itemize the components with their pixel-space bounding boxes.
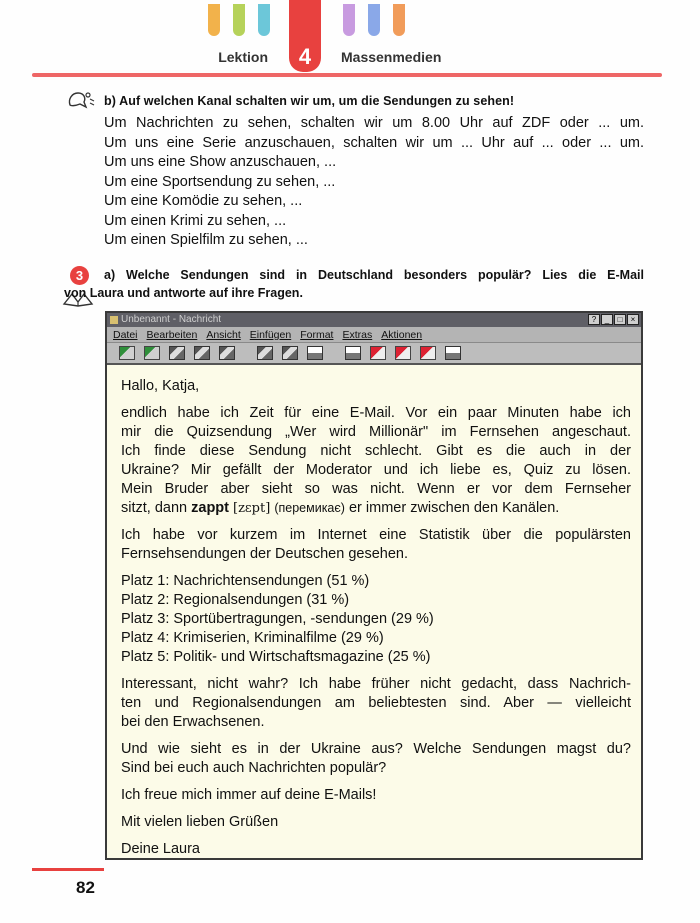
email-line: bei den Erwachsenen. — [121, 714, 265, 730]
footer-divider — [32, 868, 104, 871]
lesson-number: 4 — [298, 44, 312, 69]
check-names-icon[interactable] — [307, 346, 323, 360]
exercise-line: Um einen Spielfilm zu sehen, ... — [104, 232, 308, 248]
task-number-badge: 3 — [70, 266, 89, 285]
email-line: Ich freue mich immer auf deine E-Mails! — [121, 787, 377, 803]
window-titlebar — [107, 313, 641, 327]
exercise-line: Um Nachrichten zu sehen, schalten wir um 8.00 Uhr auf ZDF oder ... um. — [104, 115, 644, 131]
email-greeting: Hallo, Katja, — [121, 378, 200, 394]
exercise-line: Um uns eine Show anzuschauen, ... — [104, 154, 337, 170]
minimize-button[interactable]: _ — [601, 314, 613, 325]
menu-datei[interactable]: Datei — [113, 329, 138, 341]
exercise-line: Um eine Sportsendung zu sehen, ... — [104, 173, 336, 190]
send-icon[interactable] — [119, 346, 135, 360]
copy-icon[interactable] — [219, 346, 235, 360]
email-line: Sind bei euch auch Nachrichten populär? — [121, 760, 387, 776]
save-icon[interactable] — [144, 346, 160, 360]
menu-bearbeiten[interactable]: Bearbeiten — [146, 329, 198, 341]
page-number: 82 — [76, 878, 95, 897]
stripe — [233, 4, 245, 36]
exercise-b-title: b) Auf welchen Kanal schalten wir um, um die Sendungen zu sehen! — [104, 94, 515, 108]
menu-format[interactable]: Format — [300, 329, 334, 341]
help-button[interactable]: ? — [588, 314, 600, 325]
exercise-line: Um uns eine Serie anzuschauen, schalten wir um ... Uhr auf ... oder ... um. — [104, 134, 644, 151]
stat-item: Platz 5: Politik- und Wirtschaftsmagazine (25 %) — [121, 649, 431, 665]
menu-aktionen[interactable]: Aktionen — [381, 329, 423, 341]
email-line: ten und Regionalsendungen am beliebtesten sind. Aber — vielleicht — [121, 695, 631, 711]
email-window — [105, 311, 643, 860]
stat-item: Platz 2: Regionalsendungen (31 %) — [121, 592, 350, 608]
mail-app-icon — [110, 316, 118, 324]
undo-icon[interactable] — [282, 346, 298, 360]
speaking-icon — [66, 89, 96, 111]
menu-einfuegen[interactable]: Einfügen — [249, 329, 292, 341]
window-controls — [588, 314, 639, 325]
email-signature: Deine Laura — [121, 841, 200, 857]
stripe — [393, 4, 405, 36]
window-title: Unbenannt - Nachricht — [121, 314, 222, 325]
exercise-line: Um eine Komödie zu sehen, ... — [104, 193, 303, 209]
task-title-line: von Laura und antworte auf ihre Fragen. — [64, 286, 303, 300]
exercise-b-lines — [104, 114, 644, 251]
stripe — [208, 4, 220, 36]
stripe — [258, 4, 270, 36]
stat-item: Platz 3: Sportübertragungen, -sendungen (29 %) — [121, 611, 434, 627]
zappt-word: zappt — [191, 500, 229, 516]
header-color-stripes — [0, 4, 700, 36]
ukrainian-translation: (перемикає) — [274, 501, 345, 515]
task-title-line: a) Welche Sendungen sind in Deutschland besonders populär? Lies die E-Mail — [104, 268, 644, 282]
stat-item: Platz 1: Nachrichtensendungen (51 %) — [121, 573, 370, 589]
stripe — [368, 4, 380, 36]
close-button[interactable]: × — [627, 314, 639, 325]
menu-ansicht[interactable]: Ansicht — [206, 329, 241, 341]
email-line: Interessant, nicht wahr? Ich habe früher nicht gedacht, dass Nachrich- — [121, 676, 631, 692]
attach-icon[interactable] — [370, 346, 386, 360]
flag-icon[interactable] — [420, 346, 436, 360]
priority-icon[interactable] — [395, 346, 411, 360]
topic-title: Massenmedien — [341, 49, 442, 65]
text-span: sitzt, dann — [121, 500, 192, 516]
paste-icon[interactable] — [257, 346, 273, 360]
text-span: er immer zwischen den Kanälen. — [348, 500, 560, 516]
maximize-button[interactable]: □ — [614, 314, 626, 325]
email-line: mir die Quizsendung „Wer wird Millionär" im Fernsehen angeschaut. — [121, 424, 631, 440]
email-line: Ich habe vor kurzem im Internet eine Statistik über die populärsten — [121, 527, 631, 543]
email-line: Ich finde diese Sendung nicht schlecht. Gibt es die auch in der — [121, 443, 631, 459]
email-line — [121, 499, 631, 518]
email-line: Fernsehsendungen der Deutschen gesehen. — [121, 546, 408, 562]
header-divider — [32, 73, 662, 77]
email-line: endlich habe ich Zeit für eine E-Mail. Vor ein paar Minuten habe ich — [121, 405, 631, 421]
print-icon[interactable] — [169, 346, 185, 360]
address-book-icon[interactable] — [345, 346, 361, 360]
stripe — [343, 4, 355, 36]
email-closing: Mit vielen lieben Grüßen — [121, 814, 279, 830]
toolbar — [107, 343, 641, 365]
email-line: Ukraine? Mir gefällt der Moderator und ich liebe es, Quiz zu lösen. — [121, 462, 631, 478]
email-line: Und wie sieht es in der Ukraine aus? Welche Sendungen magst du? — [121, 741, 631, 757]
menu-bar — [107, 327, 641, 343]
phonetic-transcription: [zɛpt] — [233, 501, 271, 516]
task-3a-title — [64, 266, 644, 302]
lektion-label: Lektion — [218, 49, 268, 65]
email-body — [121, 377, 631, 859]
exercise-line: Um einen Krimi zu sehen, ... — [104, 212, 287, 229]
options-icon[interactable] — [445, 346, 461, 360]
menu-extras[interactable]: Extras — [342, 329, 373, 341]
cut-icon[interactable] — [194, 346, 210, 360]
stat-item: Platz 4: Krimiserien, Kriminalfilme (29 %) — [121, 630, 384, 646]
email-line: Mein Bruder aber sieht so was nicht. Wenn er vor dem Fernseher — [121, 481, 631, 497]
